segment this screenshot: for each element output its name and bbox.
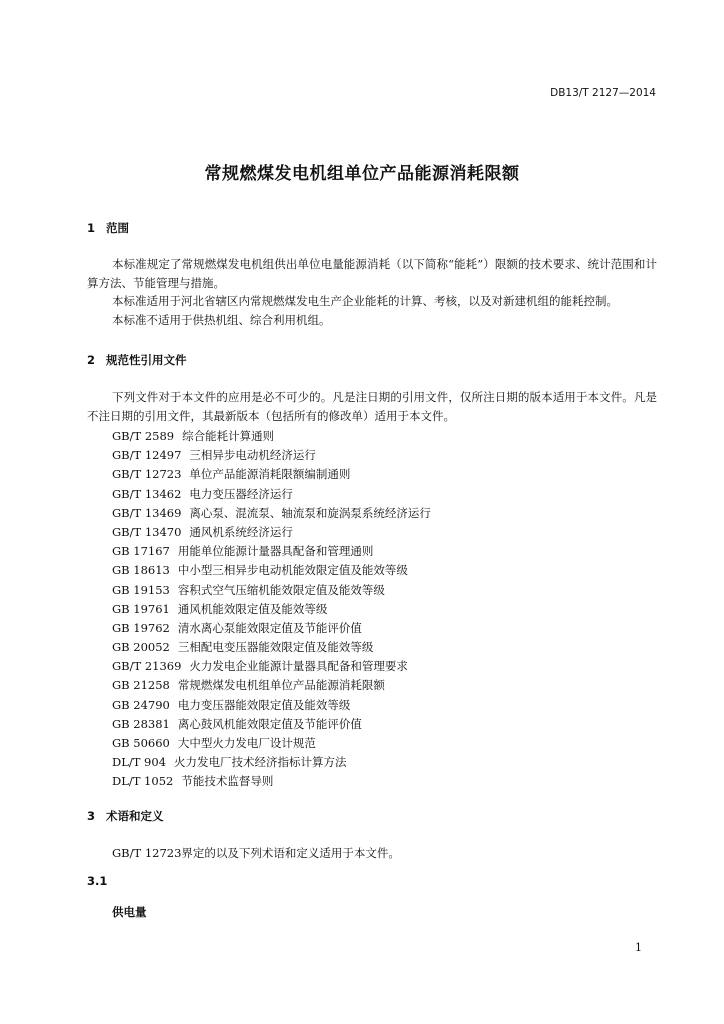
reference-item (112, 447, 431, 466)
reference-title: 三相异步电动机经济运行 (189, 448, 316, 463)
reference-code: GB/T 13462 (112, 486, 182, 501)
reference-code: DL/T 1052 (112, 774, 174, 789)
section-3-heading (87, 808, 164, 824)
term-heading: 供电量 (112, 905, 147, 919)
reference-title: 火力发电厂技术经济指标计算方法 (174, 755, 347, 770)
reference-title: 综合能耗计算通则 (182, 429, 275, 443)
reference-title: 通风机能效限定值及能效等级 (177, 601, 328, 616)
section-2-number: 2 (87, 353, 96, 367)
reference-title: 常规燃煤发电机组单位产品能源消耗限额 (177, 678, 385, 693)
reference-item (112, 562, 431, 581)
reference-title: 容积式空气压缩机能效限定值及能效等级 (177, 582, 385, 597)
reference-title: 通风机系统经济运行 (189, 524, 293, 539)
reference-item (112, 524, 431, 543)
reference-code: GB/T 13470 (112, 524, 182, 539)
reference-title: 离心泵、混流泵、轴流泵和旋涡泵系统经济运行 (189, 505, 431, 520)
reference-list (112, 428, 431, 793)
reference-code: GB 28381 (112, 716, 170, 731)
section-3-title: 术语和定义 (106, 809, 164, 823)
reference-item (112, 466, 431, 485)
reference-code: GB 20052 (112, 640, 170, 655)
reference-item (112, 543, 431, 562)
subsection-number: 3.1 (87, 874, 108, 888)
scope-paragraph-3: 本标准不适用于供热机组、综合利用机组。 (112, 313, 331, 327)
terms-intro: GB/T 12723界定的以及下列术语和定义适用于本文件。 (112, 846, 400, 860)
reference-item (112, 505, 431, 524)
reference-item (112, 620, 431, 639)
reference-code: GB 17167 (112, 544, 170, 559)
reference-code: GB 50660 (112, 736, 170, 750)
reference-code: GB 21258 (112, 678, 170, 693)
reference-title: 清水离心泵能效限定值及节能评价值 (177, 620, 362, 635)
scope-paragraph-2: 本标准适用于河北省辖区内常规燃煤发电生产企业能耗的计算、考核，以及对新建机组的能耗控制。 (112, 294, 618, 308)
section-1-number: 1 (87, 221, 96, 235)
document-code: DB13/T 2127—2014 (550, 87, 656, 99)
reference-item (112, 428, 431, 447)
reference-item (112, 735, 431, 754)
reference-title: 电力变压器能效限定值及能效等级 (177, 697, 351, 712)
reference-item (112, 658, 431, 677)
section-2-heading (87, 352, 187, 368)
reference-title: 节能技术监督导则 (181, 774, 274, 789)
reference-code: GB/T 12723 (112, 467, 182, 482)
section-1-title: 范围 (106, 221, 129, 235)
reference-code: DL/T 904 (112, 755, 167, 770)
reference-item (112, 716, 431, 735)
reference-item (112, 486, 431, 505)
reference-title: 单位产品能源消耗限额编制通则 (189, 467, 351, 482)
scope-paragraph-1: 本标准规定了常规燃煤发电机组供出单位电量能源消耗（以下简称“能耗”）限额的技术要求、统计范围和计算方法、节能管理与措施。 (87, 257, 657, 290)
reference-code: GB/T 12497 (112, 448, 182, 463)
reference-item (112, 582, 431, 601)
reference-item (112, 601, 431, 620)
reference-code: GB 19761 (112, 601, 170, 616)
reference-title: 大中型火力发电厂设计规范 (177, 736, 316, 750)
reference-code: GB 24790 (112, 697, 170, 712)
reference-item (112, 697, 431, 716)
reference-title: 电力变压器经济运行 (189, 486, 293, 501)
document-title: 常规燃煤发电机组单位产品能源消耗限额 (204, 164, 520, 184)
reference-title: 三相配电变压器能效限定值及能效等级 (177, 640, 374, 655)
reference-item (112, 754, 431, 773)
reference-code: GB/T 21369 (112, 659, 182, 674)
reference-title: 用能单位能源计量器具配备和管理通则 (177, 544, 374, 559)
reference-code: GB 19153 (112, 582, 170, 597)
reference-item (112, 773, 431, 792)
reference-title: 中小型三相异步电动机能效限定值及能效等级 (177, 563, 408, 578)
reference-title: 火力发电企业能源计量器具配备和管理要求 (189, 659, 408, 674)
reference-code: GB 18613 (112, 563, 170, 578)
section-2-title: 规范性引用文件 (106, 353, 187, 367)
page-number: 1 (635, 941, 642, 954)
reference-title: 离心鼓风机能效限定值及节能评价值 (177, 716, 362, 731)
reference-code: GB/T 2589 (112, 429, 175, 443)
references-intro: 下列文件对于本文件的应用是必不可少的。凡是注日期的引用文件，仅所注日期的版本适用于本文件。凡是不注日期的引用文件，其最新版本（包括所有的修改单）适用于本文件。 (87, 390, 657, 423)
section-3-number: 3 (87, 809, 96, 823)
reference-code: GB 19762 (112, 620, 170, 635)
reference-code: GB/T 13469 (112, 505, 182, 520)
reference-item (112, 639, 431, 658)
reference-item (112, 677, 431, 696)
section-1-heading (87, 220, 129, 236)
